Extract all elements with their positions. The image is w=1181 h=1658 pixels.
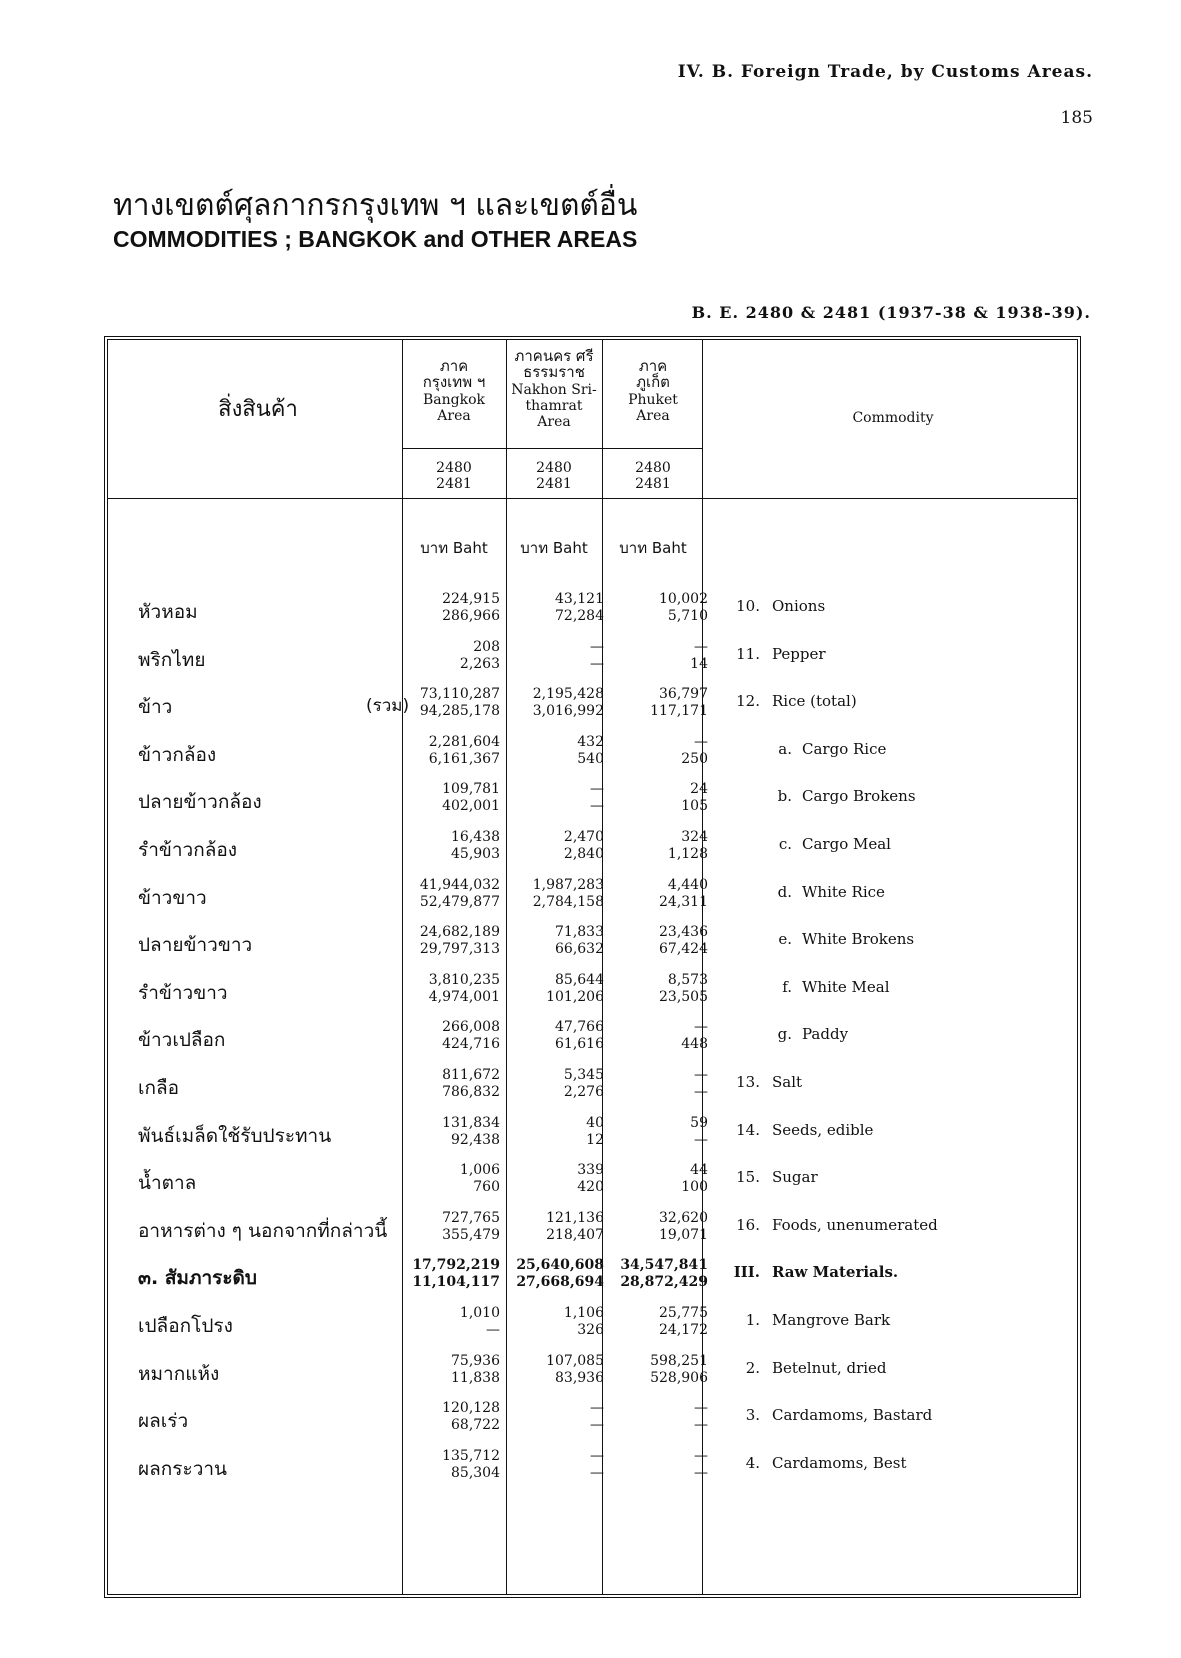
running-header: IV. B. Foreign Trade, by Customs Areas.	[677, 62, 1093, 82]
phuket-value-2480: 25,775	[659, 1305, 708, 1321]
table-row	[108, 1251, 1085, 1301]
bangkok-value-2480: 224,915	[442, 591, 500, 607]
nakhon-value-cell	[516, 639, 604, 673]
commodity-code: 11.	[736, 644, 760, 663]
phuket-value-2481: 1,128	[667, 846, 708, 862]
bangkok-value-2480: 1,010	[459, 1305, 500, 1321]
commodity-code: 14.	[736, 1120, 760, 1139]
nakhon-value-cell	[516, 1115, 604, 1149]
table-row	[108, 823, 1085, 873]
bangkok-value-cell	[412, 1019, 500, 1053]
nakhon-unit: บาท Baht	[520, 539, 588, 557]
phuket-value-2480: 24	[690, 781, 708, 798]
nakhon-value-2481: 66,632	[555, 941, 604, 958]
phuket-value-2481: 250	[681, 750, 708, 767]
commodity-code: b.	[777, 787, 792, 806]
thai-commodity-name: พันธ์เมล็ดใช้รับประทาน	[138, 1124, 332, 1147]
nakhon-value-2480: 47,766	[555, 1019, 604, 1036]
nakhon-value-2481: —	[590, 798, 604, 815]
phuket-value-2480: 23,436	[659, 924, 708, 941]
bangkok-value-2480: 2,281,604	[428, 733, 500, 750]
commodity-code: III.	[733, 1263, 760, 1282]
commodity-name: Seeds, edible	[772, 1120, 874, 1139]
commodity-name: Cardamoms, Best	[772, 1453, 907, 1472]
bangkok-value-2480: 266,008	[442, 1019, 500, 1036]
table-row	[108, 1109, 1085, 1159]
thai-commodity-name: น้ำตาล	[138, 1172, 197, 1195]
phuket-value-2480: —	[694, 1447, 708, 1464]
table-row	[108, 1156, 1085, 1206]
thai-commodity-name: พริกไทย	[138, 648, 206, 671]
phuket-value-2481: 5,710	[667, 608, 708, 624]
bangkok-value-2481: 45,903	[451, 846, 500, 862]
phuket-value-2481: 23,505	[659, 988, 708, 1005]
nakhon-value-cell	[516, 1257, 604, 1291]
english-title: COMMODITIES ; BANGKOK and OTHER AREAS	[113, 226, 638, 252]
commodity-code: 3.	[745, 1406, 760, 1425]
nakhon-value-2481: 326	[577, 1322, 604, 1338]
header-bottom-rule	[108, 498, 1078, 499]
bangkok-value-cell	[412, 734, 500, 768]
bangkok-value-cell	[412, 877, 500, 911]
phuket-value-2480: 34,547,841	[620, 1257, 708, 1274]
phuket-value-cell	[620, 1019, 708, 1053]
thai-commodity-note: (รวม)	[366, 696, 410, 717]
phuket-unit: บาท Baht	[619, 539, 687, 557]
commodity-code: c.	[778, 835, 792, 853]
nakhon-value-2481: 2,784,158	[532, 893, 604, 910]
bangkok-value-2480: 3,810,235	[428, 971, 500, 988]
thai-commodity-name: อาหารต่าง ๆ นอกจากที่กล่าวนี้	[138, 1219, 388, 1242]
phuket-value-cell	[620, 1257, 708, 1291]
nakhon-value-cell	[516, 1210, 604, 1244]
phuket-value-2481: —	[694, 1084, 708, 1100]
bangkok-value-2481: 92,438	[451, 1131, 500, 1148]
thai-commodity-name: เกลือ	[138, 1077, 180, 1099]
table-row	[108, 728, 1085, 778]
bangkok-value-2481: 11,838	[451, 1369, 500, 1386]
nakhon-value-2480: —	[590, 638, 604, 655]
phuket-value-2480: 8,573	[667, 971, 708, 988]
header-rule	[402, 448, 702, 449]
bangkok-value-cell	[412, 639, 500, 673]
bangkok-value-2480: 16,438	[451, 829, 500, 845]
phuket-value-cell	[620, 972, 708, 1006]
bangkok-value-2481: 402,001	[442, 798, 500, 815]
phuket-value-cell	[620, 1162, 708, 1196]
phuket-value-2481: 14	[690, 655, 708, 672]
thai-commodity-name: ข้าวกล้อง	[138, 743, 217, 766]
nakhon-value-2480: 85,644	[555, 971, 604, 988]
bangkok-value-2480: 1,006	[459, 1162, 500, 1179]
bangkok-value-2481: 68,722	[451, 1417, 500, 1434]
bangkok-value-2480: 24,682,189	[419, 924, 500, 941]
table-row	[108, 1347, 1085, 1397]
thai-commodity-name: ปลายข้าวกล้อง	[138, 791, 262, 814]
bangkok-value-cell	[412, 1115, 500, 1149]
nakhon-value-2481: 12	[586, 1131, 604, 1148]
phuket-value-2480: 324	[681, 829, 708, 845]
nakhon-value-cell	[516, 686, 604, 720]
nakhon-value-2480: 432	[577, 733, 604, 750]
bangkok-value-2480: 73,110,287	[419, 686, 500, 703]
commodity-name: White Brokens	[802, 930, 915, 949]
nakhon-value-2480: 5,345	[563, 1067, 604, 1083]
bangkok-unit: บาท Baht	[420, 539, 488, 557]
phuket-value-2481: 19,071	[659, 1226, 708, 1243]
commodity-name: Pepper	[772, 644, 826, 663]
nakhon-value-2480: 2,470	[563, 829, 604, 845]
phuket-years: 2480 2481	[635, 460, 671, 492]
bangkok-value-cell	[412, 829, 500, 863]
phuket-value-2480: 4,440	[667, 876, 708, 893]
bangkok-value-2480: 41,944,032	[419, 876, 500, 893]
thai-commodity-name: ข้าวขาว	[138, 886, 207, 909]
nakhon-value-cell	[516, 1400, 604, 1434]
thai-commodity-name: ข้าวเปลือก	[138, 1029, 226, 1052]
nakhon-value-2481: 72,284	[555, 608, 604, 624]
commodity-name: Rice (total)	[772, 692, 857, 711]
bangkok-value-cell	[412, 1353, 500, 1387]
bangkok-value-cell	[412, 1448, 500, 1482]
thai-commodity-name: ปลายข้าวขาว	[138, 934, 253, 957]
nakhon-value-2480: —	[590, 1400, 604, 1417]
commodity-name: Mangrove Bark	[772, 1311, 891, 1329]
phuket-value-2480: 44	[690, 1162, 708, 1179]
table-row	[108, 1442, 1085, 1492]
bangkok-value-2481: 2,263	[459, 655, 500, 672]
commodity-name: Cargo Meal	[802, 835, 891, 853]
thai-title: ทางเขตต์ศุลกากรกรุงเทพ ฯ และเขตต์อื่น	[113, 188, 638, 223]
bangkok-years: 2480 2481	[436, 460, 472, 492]
bangkok-value-2480: 17,792,219	[412, 1257, 500, 1274]
phuket-value-2480: 59	[690, 1114, 708, 1131]
commodity-name: Onions	[772, 597, 826, 615]
table-row	[108, 633, 1085, 683]
thai-commodity-name: ผลเร่ว	[138, 1410, 189, 1433]
thai-commodity-header: สิ่งสินค้า	[218, 397, 298, 422]
phuket-value-cell	[620, 1400, 708, 1434]
phuket-value-2481: 105	[681, 798, 708, 815]
bangkok-value-2481: 355,479	[442, 1226, 500, 1243]
phuket-value-2481: 448	[681, 1036, 708, 1053]
bangkok-value-2481: 85,304	[451, 1464, 500, 1481]
bangkok-header: ภาค กรุงเทพ ฯ Bangkok Area	[422, 357, 486, 424]
nakhon-value-cell	[516, 924, 604, 958]
bangkok-value-2481: 6,161,367	[428, 750, 500, 767]
phuket-value-2481: 24,311	[659, 893, 708, 910]
bangkok-value-cell	[412, 686, 500, 720]
thai-commodity-name: หมากแห้ง	[138, 1362, 220, 1385]
commodity-name: Paddy	[802, 1025, 849, 1044]
bangkok-value-2481: 424,716	[442, 1036, 500, 1053]
nakhon-value-2480: 40	[586, 1114, 604, 1131]
phuket-value-2481: —	[694, 1417, 708, 1434]
phuket-value-2481: 24,172	[659, 1322, 708, 1338]
nakhon-value-cell	[516, 734, 604, 768]
commodity-code: d.	[777, 882, 792, 901]
commodity-name: Cargo Brokens	[802, 787, 916, 806]
bangkok-value-2480: 75,936	[451, 1352, 500, 1369]
bangkok-value-cell	[412, 1162, 500, 1196]
phuket-value-2480: —	[694, 638, 708, 655]
commodity-name: Cargo Rice	[802, 739, 887, 758]
commodity-code: 15.	[736, 1168, 760, 1187]
phuket-header: ภาค ภูเก็ต Phuket Area	[628, 357, 678, 424]
table-row	[108, 1061, 1085, 1111]
nakhon-value-2480: 2,195,428	[532, 686, 604, 703]
nakhon-value-2481: 101,206	[546, 988, 604, 1005]
phuket-value-2480: —	[694, 733, 708, 750]
nakhon-value-2481: —	[590, 655, 604, 672]
nakhon-value-2481: —	[590, 1417, 604, 1434]
bangkok-value-2481: 4,974,001	[428, 988, 500, 1005]
nakhon-value-2481: 540	[577, 750, 604, 767]
nakhon-value-cell	[516, 829, 604, 863]
phuket-value-cell	[620, 1067, 708, 1101]
bangkok-value-2481: 760	[473, 1179, 500, 1196]
phuket-value-cell	[620, 734, 708, 768]
nakhon-value-cell	[516, 972, 604, 1006]
page-number: 185	[1060, 108, 1093, 128]
bangkok-value-2480: 208	[473, 638, 500, 655]
nakhon-value-cell	[516, 781, 604, 815]
nakhon-value-cell	[516, 591, 604, 625]
commodity-name: White Meal	[802, 977, 890, 996]
nakhon-value-2480: —	[590, 781, 604, 798]
table-row	[108, 1394, 1085, 1444]
bangkok-value-2481: 786,832	[442, 1084, 500, 1100]
commodity-code: 12.	[736, 692, 760, 711]
phuket-value-2481: 117,171	[650, 703, 708, 720]
bangkok-value-cell	[412, 1257, 500, 1291]
nakhon-value-2481: 420	[577, 1179, 604, 1196]
nakhon-value-2481: 2,840	[563, 846, 604, 862]
table-row	[108, 918, 1085, 968]
bangkok-value-2480: 109,781	[442, 781, 500, 798]
commodity-code: 2.	[745, 1358, 760, 1377]
table-row	[108, 1013, 1085, 1063]
nakhon-value-cell	[516, 1353, 604, 1387]
phuket-value-2480: —	[694, 1067, 708, 1083]
nakhon-value-2481: 61,616	[555, 1036, 604, 1053]
bangkok-value-2481: 11,104,117	[412, 1274, 500, 1291]
nakhon-value-2481: 218,407	[546, 1226, 604, 1243]
phuket-value-2480: 36,797	[659, 686, 708, 703]
table-row	[108, 1299, 1085, 1349]
commodity-code: g.	[777, 1025, 792, 1044]
bangkok-value-2481: —	[486, 1322, 500, 1338]
nakhon-value-2480: 1,106	[563, 1305, 604, 1321]
nakhon-value-cell	[516, 1019, 604, 1053]
nakhon-value-cell	[516, 1162, 604, 1196]
thai-commodity-name: ๓. สัมภาระดิบ	[138, 1267, 257, 1290]
bangkok-value-cell	[412, 1067, 500, 1101]
phuket-value-2481: 100	[681, 1179, 708, 1196]
phuket-value-cell	[620, 1305, 708, 1339]
commodity-header: Commodity	[852, 410, 934, 426]
phuket-value-cell	[620, 686, 708, 720]
commodity-name: Sugar	[772, 1168, 818, 1187]
phuket-value-cell	[620, 591, 708, 625]
bangkok-value-2480: 135,712	[442, 1447, 500, 1464]
nakhon-header: ภาคนคร ศรีธรรมราช Nakhon Sri- thamrat Area	[511, 347, 597, 430]
nakhon-value-2480: 339	[577, 1162, 604, 1179]
phuket-value-cell	[620, 877, 708, 911]
nakhon-value-2481: 2,276	[563, 1084, 604, 1100]
thai-commodity-name: ผลกระวาน	[138, 1457, 228, 1480]
table-row	[108, 966, 1085, 1016]
commodity-code: 10.	[736, 597, 760, 615]
phuket-value-2480: 598,251	[650, 1352, 708, 1369]
nakhon-value-2480: —	[590, 1447, 604, 1464]
table-row	[108, 680, 1085, 730]
thai-commodity-name: ข้าว	[138, 696, 173, 719]
commodity-name: White Rice	[802, 882, 885, 901]
phuket-value-2481: 528,906	[650, 1369, 708, 1386]
nakhon-value-cell	[516, 1448, 604, 1482]
commodity-code: 13.	[736, 1073, 760, 1091]
phuket-value-2480: —	[694, 1019, 708, 1036]
phuket-value-cell	[620, 1448, 708, 1482]
commodity-code: 16.	[736, 1215, 760, 1234]
nakhon-years: 2480 2481	[536, 460, 572, 492]
table-row	[108, 775, 1085, 825]
commodities-table	[104, 336, 1081, 1598]
phuket-value-cell	[620, 1115, 708, 1149]
bangkok-value-2480: 120,128	[442, 1400, 500, 1417]
table-row	[108, 871, 1085, 921]
bangkok-value-2481: 286,966	[442, 608, 500, 624]
phuket-value-cell	[620, 829, 708, 863]
commodity-name: Betelnut, dried	[772, 1358, 887, 1377]
commodity-name: Raw Materials.	[772, 1263, 899, 1282]
nakhon-value-2481: 3,016,992	[532, 703, 604, 720]
nakhon-value-cell	[516, 1067, 604, 1101]
thai-commodity-name: เปลือกโปรง	[138, 1315, 233, 1337]
commodity-code: f.	[782, 977, 792, 996]
bangkok-value-2480: 131,834	[442, 1114, 500, 1131]
commodity-code: e.	[778, 930, 792, 949]
nakhon-value-2480: 25,640,608	[516, 1257, 604, 1274]
bangkok-value-cell	[412, 924, 500, 958]
bangkok-value-2481: 94,285,178	[419, 703, 500, 720]
phuket-value-2480: —	[694, 1400, 708, 1417]
bangkok-value-cell	[412, 1400, 500, 1434]
phuket-value-cell	[620, 639, 708, 673]
bangkok-value-2481: 52,479,877	[419, 893, 500, 910]
nakhon-value-2480: 107,085	[546, 1352, 604, 1369]
thai-commodity-name: รำข้าวขาว	[138, 981, 228, 1004]
thai-commodity-name: รำข้าวกล้อง	[138, 839, 238, 861]
nakhon-value-2481: 27,668,694	[516, 1274, 604, 1291]
thai-commodity-name: หัวหอม	[138, 601, 198, 623]
phuket-value-2481: 67,424	[659, 941, 708, 958]
bangkok-value-cell	[412, 591, 500, 625]
phuket-value-2480: 32,620	[659, 1209, 708, 1226]
phuket-value-cell	[620, 1210, 708, 1244]
nakhon-value-2480: 43,121	[555, 591, 604, 607]
nakhon-value-2480: 121,136	[546, 1209, 604, 1226]
bangkok-value-cell	[412, 1210, 500, 1244]
bangkok-value-cell	[412, 781, 500, 815]
phuket-value-cell	[620, 781, 708, 815]
nakhon-value-2480: 71,833	[555, 924, 604, 941]
bangkok-value-2480: 727,765	[442, 1209, 500, 1226]
commodity-code: 4.	[745, 1453, 760, 1472]
nakhon-value-cell	[516, 877, 604, 911]
commodity-name: Salt	[772, 1073, 803, 1091]
table-row	[108, 1204, 1085, 1254]
nakhon-value-2481: —	[590, 1464, 604, 1481]
bangkok-value-cell	[412, 1305, 500, 1339]
phuket-value-cell	[620, 924, 708, 958]
bangkok-value-2480: 811,672	[442, 1067, 500, 1083]
phuket-value-2481: —	[694, 1131, 708, 1148]
year-range: B. E. 2480 & 2481 (1937-38 & 1938-39).	[691, 303, 1091, 322]
phuket-value-2481: 28,872,429	[620, 1274, 708, 1291]
nakhon-value-2480: 1,987,283	[532, 876, 604, 893]
commodity-name: Cardamoms, Bastard	[772, 1406, 933, 1425]
nakhon-value-cell	[516, 1305, 604, 1339]
bangkok-value-2481: 29,797,313	[419, 941, 500, 958]
phuket-value-2481: —	[694, 1464, 708, 1481]
commodity-code: a.	[778, 739, 792, 758]
phuket-value-2480: 10,002	[659, 591, 708, 607]
commodity-code: 1.	[745, 1311, 760, 1329]
nakhon-value-2481: 83,936	[555, 1369, 604, 1386]
bangkok-value-cell	[412, 972, 500, 1006]
commodity-name: Foods, unenumerated	[772, 1215, 938, 1234]
phuket-value-cell	[620, 1353, 708, 1387]
table-row	[108, 585, 1085, 635]
